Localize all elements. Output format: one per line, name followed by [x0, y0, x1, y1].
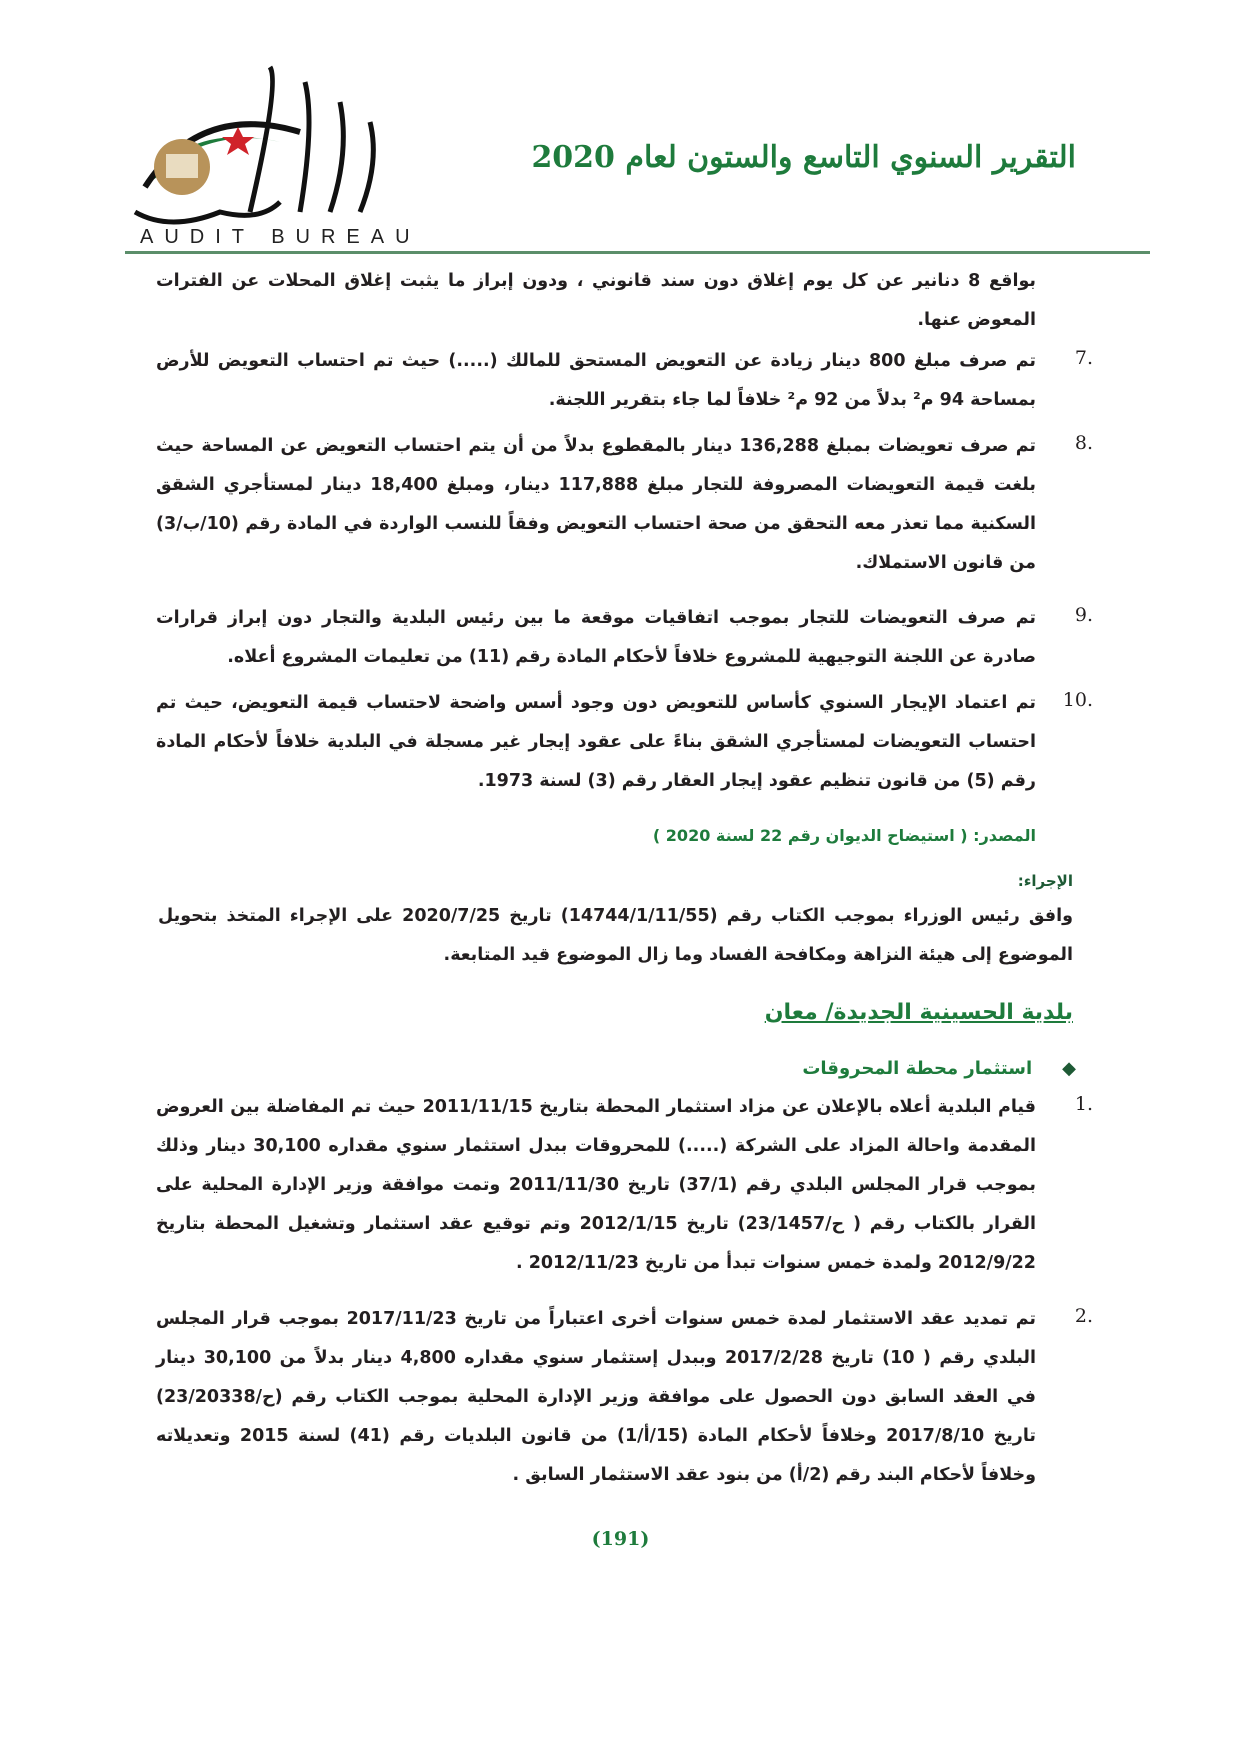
list-item: تم صرف مبلغ 800 دينار زيادة عن التعويض المستحق للمالك (.....) حيث تم احتساب التعويض للأرض بمساحة 94 م² بدلاً من 92 م² خلافاً لما جاء بتقرير اللجنة. [156, 351, 1036, 410]
list-number: 8. [1074, 432, 1093, 454]
action-text: وافق رئيس الوزراء بموجب الكتاب رقم (14744/1/11/55) تاريخ 2020/7/25 على الإجراء المتخذ بتحويل الموضوع إلى هيئة النزاهة ومكافحة الفساد وما زال الموضوع قيد المتابعة. [158, 906, 1073, 965]
list-item: تم اعتماد الإيجار السنوي كأساس للتعويض دون وجود أسس واضحة لاحتساب قيمة التعويض، حيث تم احتساب التعويضات لمستأجري الشقق بناءً على عقود إيجار غير مسجلة في البلدية خلافاً لأحكام المادة رقم (5) من قانون تنظيم عقود إيجار العقار رقم (3) لسنة 1973. [156, 693, 1036, 791]
header-divider [125, 251, 1150, 254]
list-item: تم تمديد عقد الاستثمار لمدة خمس سنوات أخرى اعتباراً من تاريخ 2017/11/23 بموجب قرار المجلس البلدي رقم ( 10) تاريخ 2017/2/28 وببدل إستثمار سنوي مقداره 4,800 دينار بدلاً من 30,100 دينار في العقد السابق دون الحصول على موافقة وزير الإدارة المحلية بموجب الكتاب رقم (ح/23/20338) تاريخ 2017/8/10 وخلافاً لأحكام المادة (15/أ/1) من قانون البلديات رقم (41) لسنة 2015 وتعديلاته وخلافاً لأحكام البند رقم (2/أ) من بنود عقد الاستثمار السابق . [156, 1309, 1036, 1485]
logo-text-en: AUDIT BUREAU [140, 226, 421, 248]
list-item-continued: بواقع 8 دنانير عن كل يوم إغلاق دون سند قانوني ، ودون إبراز ما يثبت إغلاق المحلات عن الفترات المعوض عنها. [156, 271, 1037, 330]
source-note: المصدر: ( استيضاح الديوان رقم 22 لسنة 2020 ) [652, 826, 1036, 845]
list-item: قيام البلدية أعلاه بالإعلان عن مزاد استثمار المحطة بتاريخ 2011/11/15 حيث تم المفاضلة بين العروض المقدمة واحالة المزاد على الشركة (.....) للمحروقات ببدل استثمار سنوي مقداره 30,100 دينار وذلك بموجب قرار المجلس البلدي رقم (37/1) تاريخ 2011/11/30 وتمت موافقة وزير الإدارة المحلية على القرار بالكتاب رقم ( ح/23/1457) تاريخ 2012/1/15 وتم توقيع عقد استثمار وتشغيل المحطة بتاريخ 2012/9/22 ولمدة خمس سنوات تبدأ من تاريخ 2012/11/23 . [156, 1097, 1037, 1273]
action-label: الإجراء: [1017, 872, 1073, 890]
list-number: 2. [1074, 1305, 1093, 1327]
list-number: 1. [1074, 1093, 1093, 1115]
list-item: تم صرف التعويضات للتجار بموجب اتفاقيات موقعة ما بين رئيس البلدية والتجار دون إبراز قرارات صادرة عن اللجنة التوجيهية للمشروع خلافاً لأحكام المادة رقم (11) من تعليمات المشروع أعلاه. [156, 608, 1036, 667]
report-title: التقرير السنوي التاسع والستون لعام 2020 [531, 140, 1076, 175]
list-number: 7. [1074, 347, 1093, 369]
list-item: تم صرف تعويضات بمبلغ 136,288 دينار بالمقطوع بدلاً من أن يتم احتساب التعويض عن المساحة حيث بلغت قيمة التعويضات المصروفة للتجار مبلغ 117,888 دينار، ومبلغ 18,400 دينار لمستأجري الشقق السكنية مما تعذر معه التحقق من صحة احتساب التعويض وفقاً للنسب الواردة في المادة رقم (10/ب/3) من قانون الاستملاك. [156, 436, 1036, 573]
diamond-bullet-icon: ◆ [1062, 1058, 1076, 1079]
page-number: (191) [591, 1528, 650, 1550]
bullet-label: استثمار محطة المحروقات [802, 1058, 1033, 1079]
list-number: 10. [1062, 689, 1093, 711]
audit-bureau-logo [130, 62, 415, 252]
bullet-item [802, 1058, 1076, 1079]
list-number: 9. [1074, 604, 1093, 626]
section-heading: بلدية الحسينية الجديدة/ معان [764, 1000, 1073, 1025]
